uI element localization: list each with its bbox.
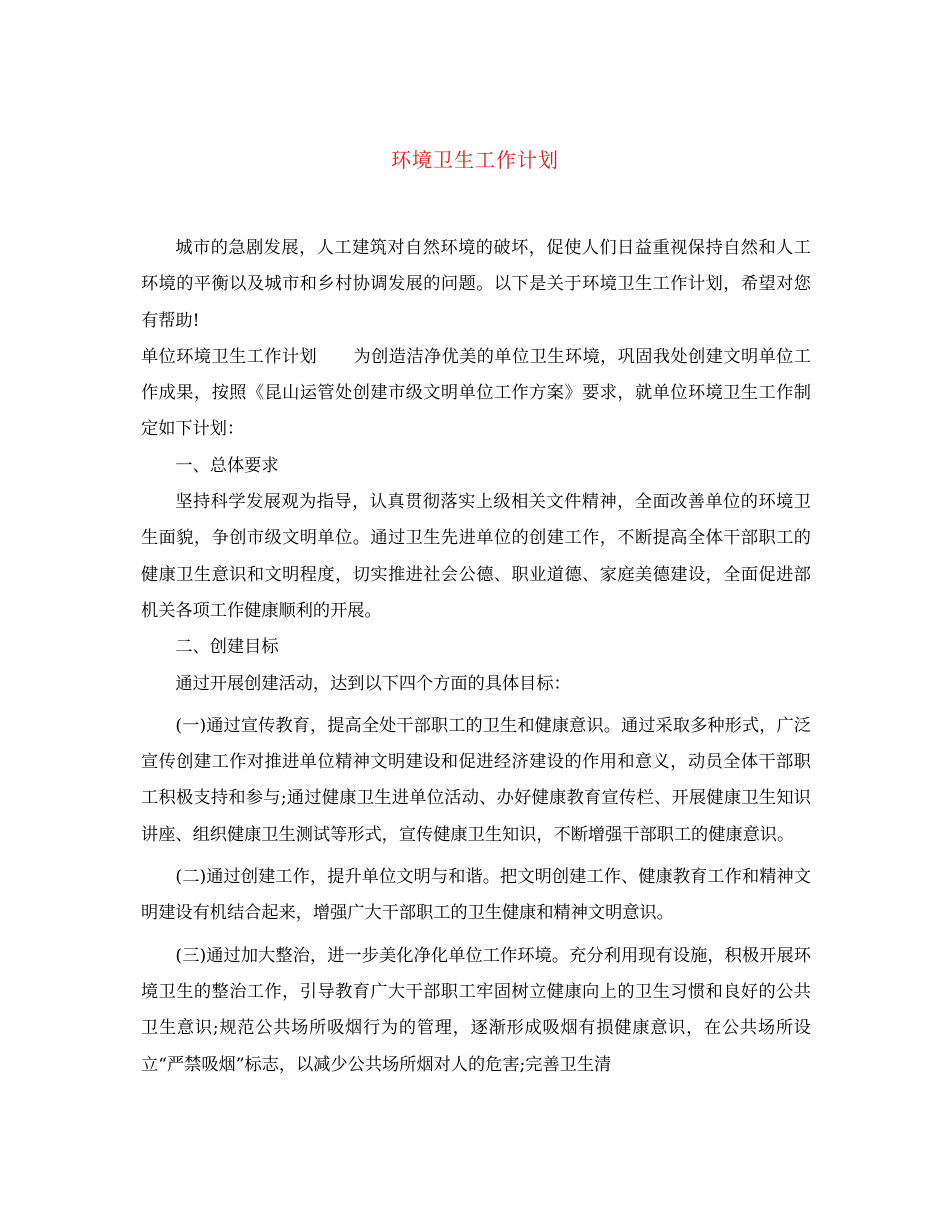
section-lead: 为创造洁净优美的单位卫生环境，巩固我处创建文明单位工作成果，按照《昆山运管处创建市级文明单位工作方案》要求，就单位环境卫生工作制定如下计划： [141, 346, 811, 440]
goal-item-3: (三)通过加大整治，进一步美化净化单位工作环境。充分利用现有设施，积极开展环境卫生的整治工作，引导教育广大干部职工牢固树立健康向上的卫生习惯和良好的公共卫生意识;规范公共场所吸烟行为的管理，逐渐形成吸烟有损健康意识，在公共场所设立“严禁吸烟”标志，以减少公共场所烟对人的危害;完善卫生清 [141, 945, 811, 1075]
section-paragraph [141, 339, 811, 448]
section-label: 单位环境卫生工作计划 [141, 346, 318, 367]
general-requirements-paragraph: 坚持科学发展观为指导，认真贯彻落实上级相关文件精神，全面改善单位的环境卫生面貌，争创市级文明单位。通过卫生先进单位的创建工作，不断提高全体干部职工的健康卫生意识和文明程度，切实推进社会公德、职业道德、家庭美德建设，全面促进部机关各项工作健康顺利的开展。 [141, 492, 811, 621]
intro-paragraph: 城市的急剧发展，人工建筑对自然环境的破坏，促使人们日益重视保持自然和人工环境的平衡以及城市和乡村协调发展的问题。以下是关于环境卫生工作计划，希望对您有帮助! [141, 238, 811, 331]
document-title: 环境卫生工作计划 [391, 148, 559, 172]
document-body [141, 230, 811, 1083]
goal-item-1: (一)通过宣传教育，提高全处干部职工的卫生和健康意识。通过采取多种形式，广泛宣传创建工作对推进单位精神文明建设和促进经济建设的作用和意义，动员全体干部职工积极支持和参与;通过健康卫生进单位活动、办好健康教育宣传栏、开展健康卫生知识讲座、组织健康卫生测试等形式，宣传健康卫生知识，不断增强干部职工的健康意识。 [141, 715, 811, 845]
creation-goals-intro: 通过开展创建活动，达到以下四个方面的具体目标： [175, 673, 571, 694]
goal-item-2: (二)通过创建工作，提升单位文明与和谐。把文明创建工作、健康教育工作和精神文明建设有机结合起来，增强广大干部职工的卫生健康和精神文明意识。 [141, 867, 811, 924]
heading-general-requirements: 一、总体要求 [175, 455, 279, 476]
heading-creation-goals: 二、创建目标 [175, 637, 279, 658]
